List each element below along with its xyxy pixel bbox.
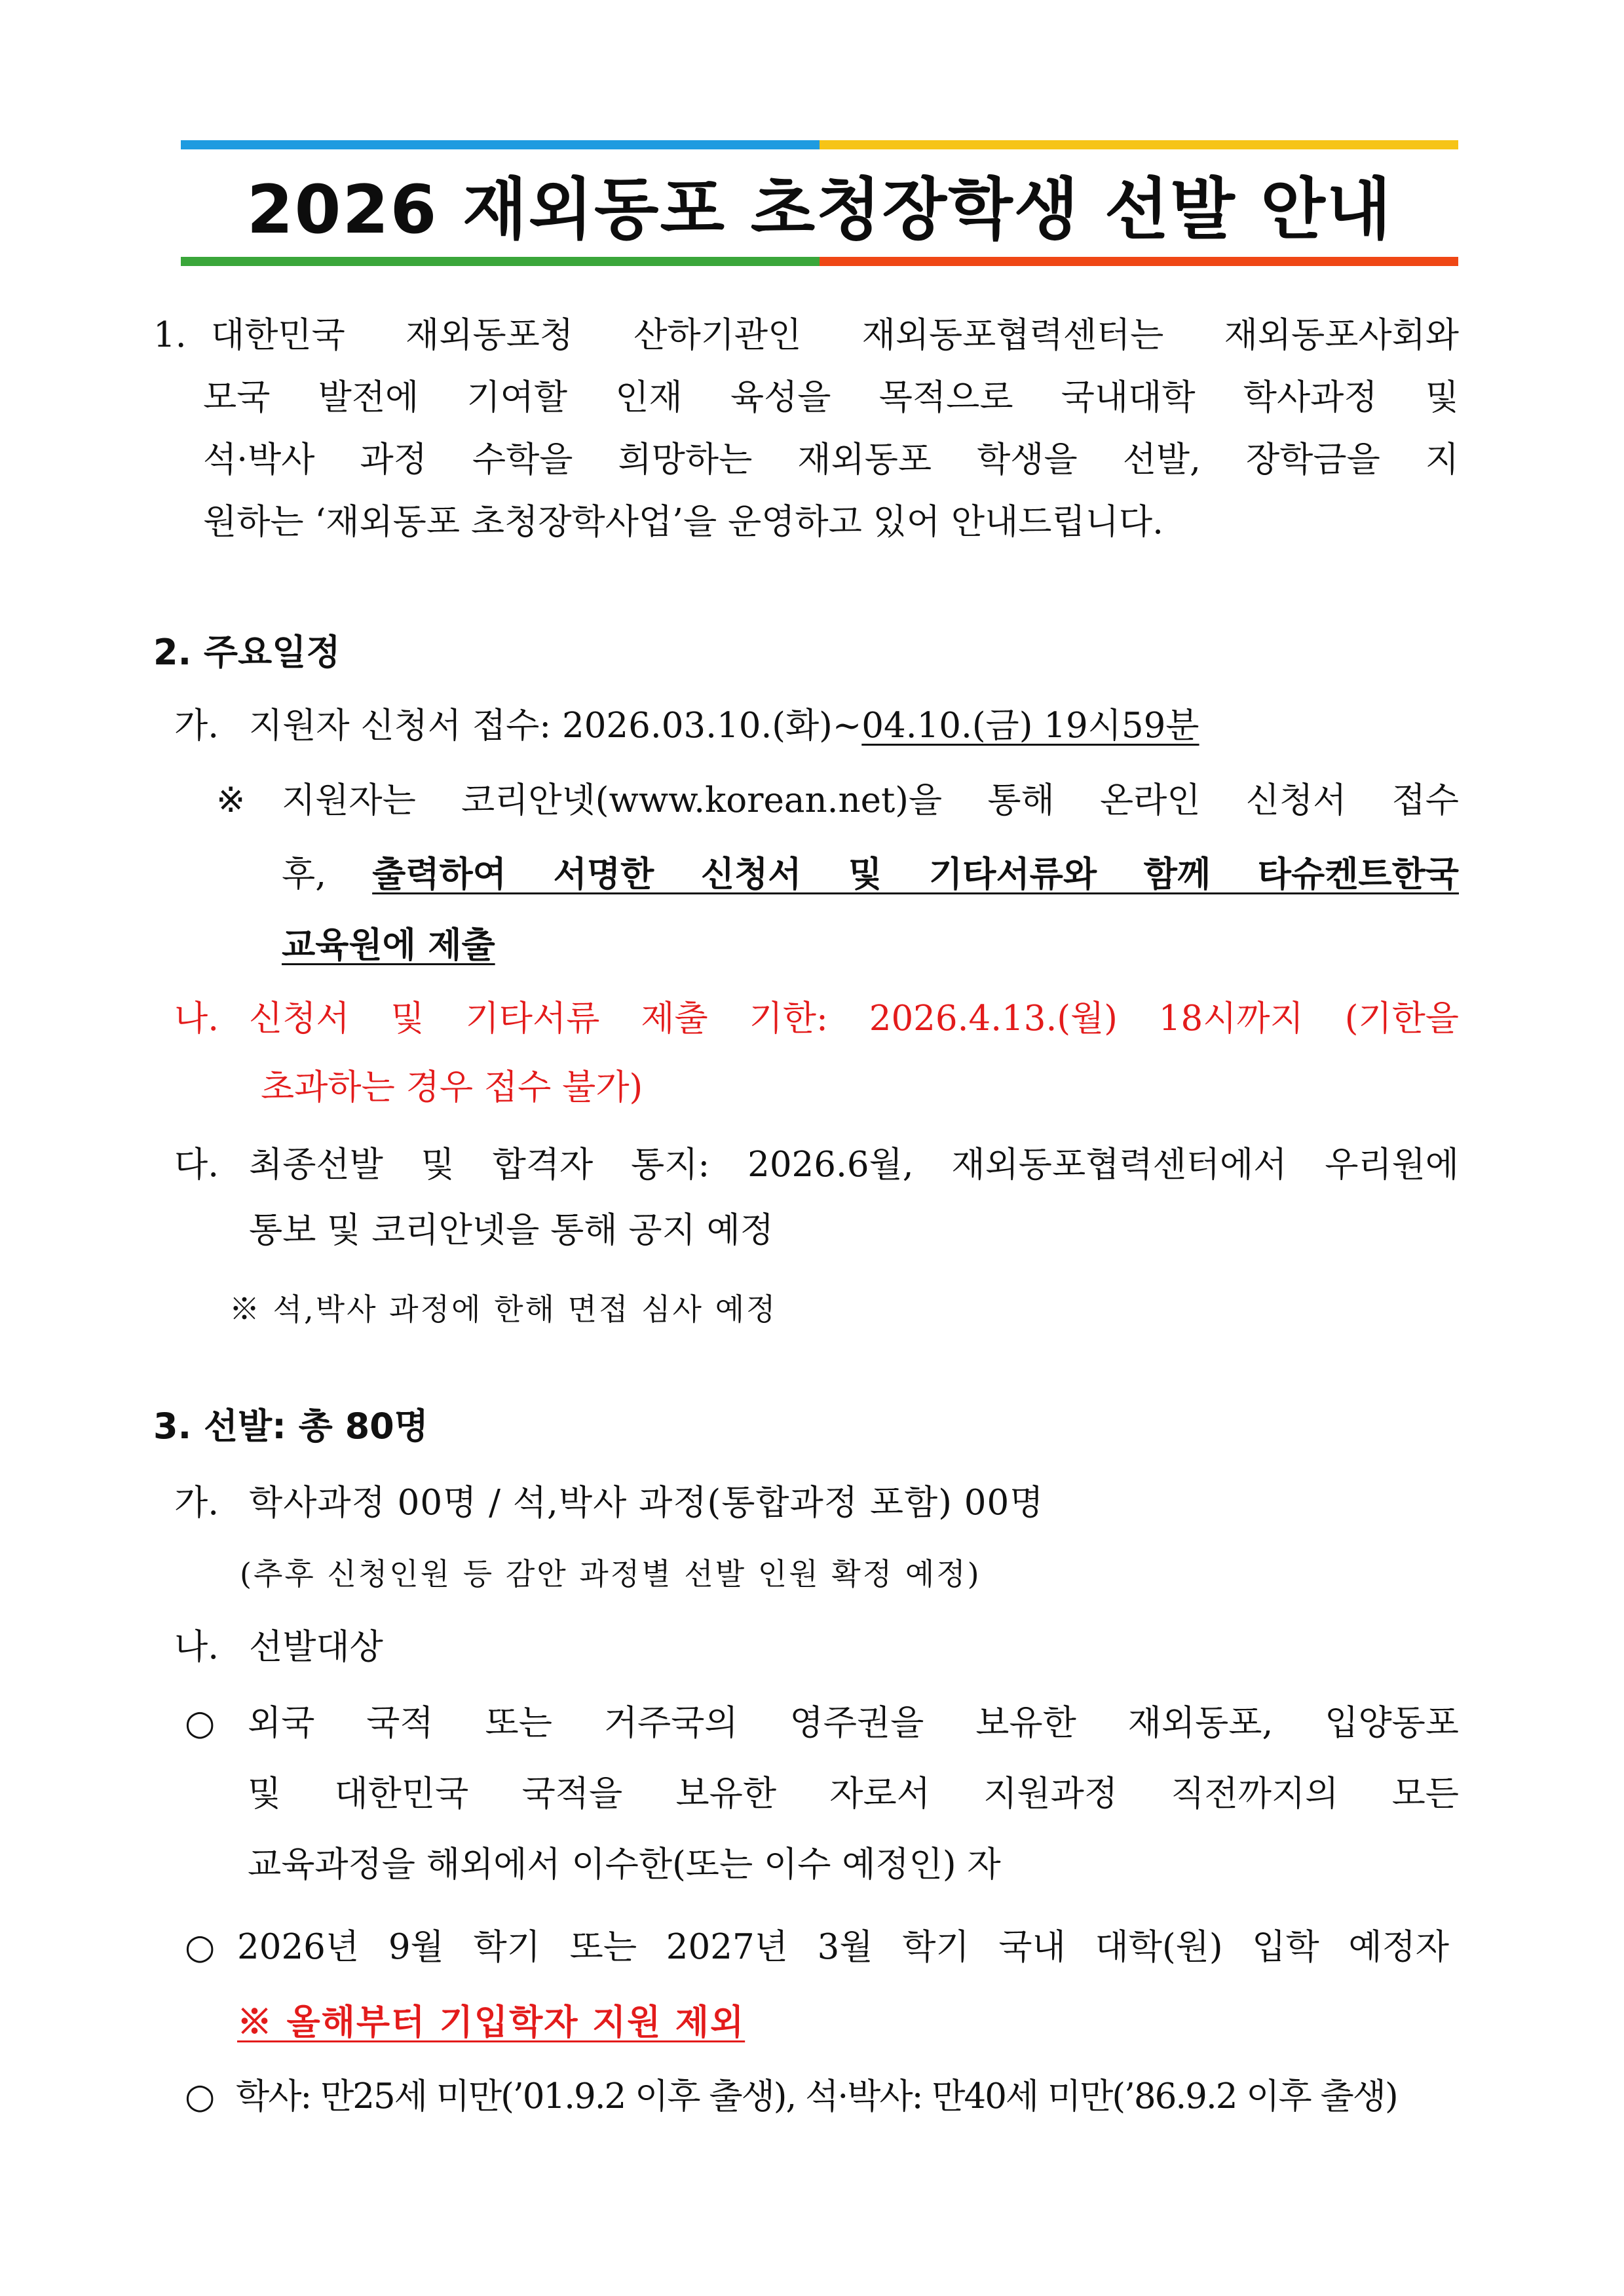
application-period-end: 04.10.(금) 19시59분 — [861, 706, 1199, 746]
bullet-mark: ○ — [185, 1927, 216, 1967]
bullet-mark: ○ — [185, 2076, 216, 2116]
quota-ga-label: 가. — [174, 1483, 219, 1523]
schedule-da-label: 다. — [174, 1145, 219, 1185]
title-top-bar-blue — [181, 140, 820, 149]
exclusion-note: ※ 올해부터 기입학자 지원 제외 — [237, 2002, 746, 2042]
ga-note-line-2 — [282, 841, 1459, 908]
section-1-line: 석·박사 과정 수학을 희망하는 재외동포 학생을 선발, 장학금을 지 — [203, 440, 1459, 480]
quota-text: 학사과정 00명 / 석,박사 과정(통합과정 포함) 00명 — [249, 1483, 1044, 1523]
title-bottom-bar-green — [181, 257, 820, 266]
interview-note: ※ 석,박사 과정에 한해 면접 심사 예정 — [229, 1292, 778, 1327]
deadline-line: 초과하는 경우 접수 불가) — [261, 1067, 643, 1107]
section-1-line: 대한민국 재외동포청 산하기관인 재외동포협력센터는 재외동포사회와 — [211, 315, 1459, 355]
eligibility-bullet-line: 교육과정을 해외에서 이수한(또는 이수 예정인) 자 — [248, 1845, 1001, 1885]
eligibility-bullet-line: 외국 국적 또는 거주국의 영주권을 보유한 재외동포, 입양동포 — [248, 1703, 1459, 1743]
eligibility-bullet-line: 2026년 9월 학기 또는 2027년 3월 학기 국내 대학(원) 입학 예정자 — [237, 1927, 1449, 1967]
section-1-number: 1. — [153, 315, 187, 355]
schedule-ga-text — [249, 693, 1199, 759]
eligibility-bullet-line: 및 대한민국 국적을 보유한 자로서 지원과정 직전까지의 모든 — [248, 1774, 1459, 1814]
ga-note-line: 지원자는 코리안넷(www.korean.net)을 통해 온라인 신청서 접수 — [282, 780, 1459, 820]
section-3-heading: 3. 선발: 총 80명 — [153, 1406, 428, 1447]
title-top-bar-yellow — [820, 140, 1458, 149]
title-bottom-bar-orange — [820, 257, 1458, 266]
section-1-line: 모국 발전에 기여할 인재 육성을 목적으로 국내대학 학사과정 및 — [203, 377, 1459, 417]
application-period-start: 지원자 신청서 접수: 2026.03.10.(화)~ — [249, 706, 862, 746]
bullet-mark: ○ — [185, 1703, 216, 1743]
notification-line: 통보 및 코리안넷을 통해 공지 예정 — [249, 1210, 774, 1250]
age-requirement-line: 학사: 만25세 미만(’01.9.2 이후 출생), 석·박사: 만40세 미만(’86.9.2 이후 출생) — [236, 2076, 1397, 2116]
ga-note-prefix: 후, — [282, 854, 327, 894]
schedule-ga-label: 가. — [174, 706, 219, 746]
quota-sub-note: (추후 신청인원 등 감안 과정별 선발 인원 확정 예정) — [240, 1556, 981, 1592]
eligibility-na-label: 나. — [174, 1627, 219, 1667]
notification-line: 최종선발 및 합격자 통지: 2026.6월, 재외동포협력센터에서 우리원에 — [249, 1145, 1459, 1185]
title-top-bar — [181, 140, 1458, 149]
deadline-line: 신청서 및 기타서류 제출 기한: 2026.4.13.(월) 18시까지 (기한을 — [249, 999, 1459, 1039]
ga-note-line: 교육원에 제출 — [282, 925, 495, 965]
title-bottom-bar — [181, 257, 1458, 266]
note-mark: ※ — [216, 780, 246, 820]
ga-note-submit-instruction: 출력하여 서명한 신청서 및 기타서류와 함께 타슈켄트한국 — [372, 854, 1459, 894]
section-2-heading: 2. 주요일정 — [153, 632, 341, 673]
eligibility-heading: 선발대상 — [249, 1627, 383, 1667]
page-title: 2026 재외동포 초청장학생 선발 안내 — [246, 171, 1393, 249]
schedule-na-label: 나. — [174, 999, 219, 1039]
section-1-line: 원하는 ‘재외동포 초청장학사업’을 운영하고 있어 안내드립니다. — [203, 502, 1163, 542]
